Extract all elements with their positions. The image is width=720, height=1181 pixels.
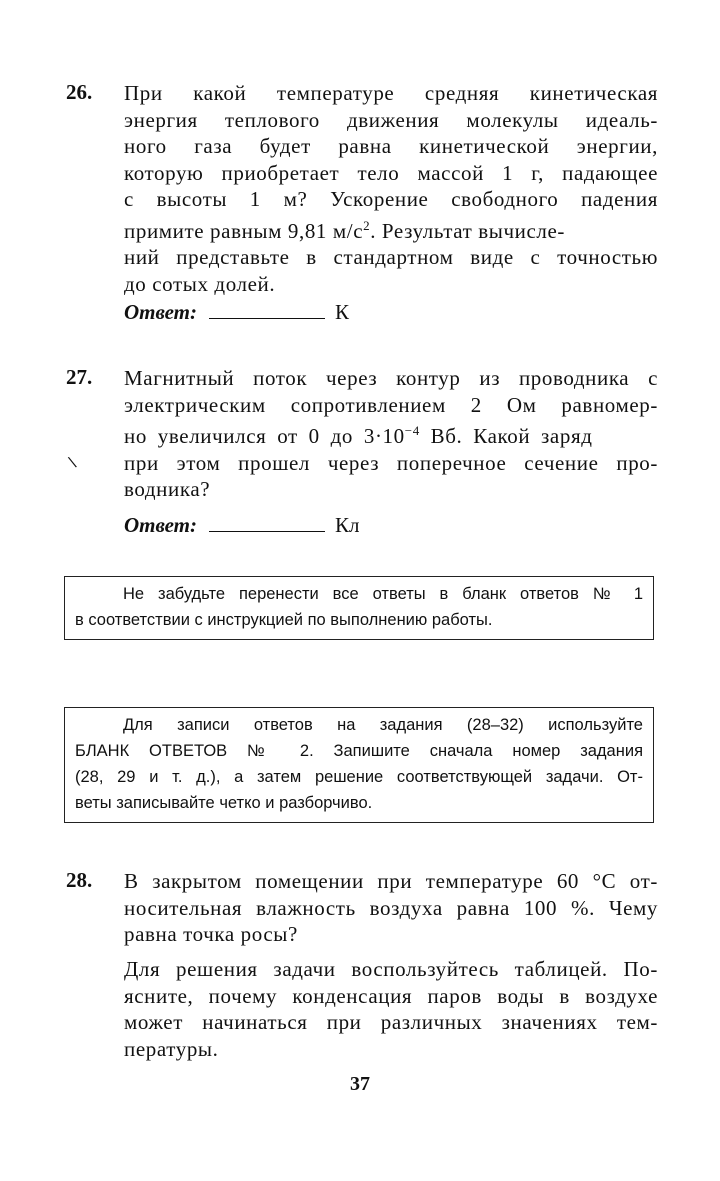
task-28-line-3: равна точка росы? [124, 922, 298, 946]
notice-box-2 [64, 707, 654, 823]
task-28-number: 28. [66, 868, 93, 892]
notice-2-line-3: (28, 29 и т. д.), а затем решение соответствующей задачи. От- [75, 768, 643, 786]
task-26-text [124, 80, 658, 297]
task-27-line-4: при этом прошел через поперечное сечение про- [124, 450, 658, 475]
task-28-line-1: В закрытом помещении при температуре 60 °С от- [124, 869, 658, 893]
task-26-line-3: ного газа будет равна кинетической энергии, [124, 134, 658, 158]
page-number: 37 [350, 1073, 370, 1095]
superscript: 2 [363, 217, 371, 233]
task-28-text [124, 868, 658, 948]
superscript: −4 [404, 423, 420, 438]
task-28-p2-line-2: ясните, почему конденсация паров воды в воздухе [124, 983, 658, 1008]
task-26-line-1: При какой температуре средняя кинетическая [124, 81, 658, 105]
task-26-number: 26. [66, 80, 93, 104]
stray-mark: \ [66, 451, 79, 473]
answer-unit: К [335, 300, 350, 324]
task-27-line-2: электрическим сопротивлением 2 Ом равномер- [124, 392, 658, 417]
task-27-line-3: но увеличился от 0 до $3\cdot 10^{-4}$ Вб. Какой заряд [124, 423, 593, 448]
task-28-paragraph-2 [124, 956, 658, 1062]
notice-2-line-4: веты записывайте четко и разборчиво. [75, 794, 373, 812]
task-26-line-7: ний представьте в стандартном виде с точностью [124, 245, 658, 269]
task-27-line-1: Магнитный поток через контур из проводника с [124, 366, 658, 390]
answer-blank[interactable] [209, 517, 325, 532]
notice-2-line-2: БЛАНК ОТВЕТОВ № 2. Запишите сначала номер задания [75, 742, 643, 760]
notice-1-line-2: в соответствии с инструкцией по выполнению работы. [75, 611, 493, 629]
task-26-line-8: до сотых долей. [124, 271, 276, 296]
task-26-line-6: примите равным 9,81 $м/с^2$. Результат вычисле- [124, 217, 565, 243]
task-27-answer [124, 513, 360, 538]
notice-1-line-1: Не забудьте перенести все ответы в бланк ответов № 1 [123, 585, 643, 603]
task-26-line-2: энергия теплового движения молекулы идеаль- [124, 107, 658, 132]
task-26-line-5: с высоты 1 м? Ускорение свободного падения [124, 187, 658, 211]
task-26-answer [124, 300, 349, 325]
task-27-number: 27. [66, 365, 93, 389]
task-28-p2-line-1: Для решения задачи воспользуйтесь таблицей. По- [124, 957, 658, 981]
task-26-line-4: которую приобретает тело массой 1 г, падающее [124, 160, 658, 185]
answer-label: Ответ: [124, 513, 197, 537]
notice-2-line-1: Для записи ответов на задания (28–32) используйте [123, 716, 643, 734]
task-27-line-5: водника? [124, 477, 211, 501]
notice-box-1 [64, 576, 654, 640]
answer-blank[interactable] [209, 304, 325, 319]
task-28-line-2: носительная влажность воздуха равна 100 %. Чему [124, 895, 658, 920]
task-28-p2-line-3: может начинаться при различных значениях тем- [124, 1010, 658, 1034]
task-28-p2-line-4: пературы. [124, 1036, 219, 1061]
answer-label: Ответ: [124, 300, 197, 324]
task-27-text [124, 365, 658, 503]
answer-unit: Кл [335, 513, 360, 537]
